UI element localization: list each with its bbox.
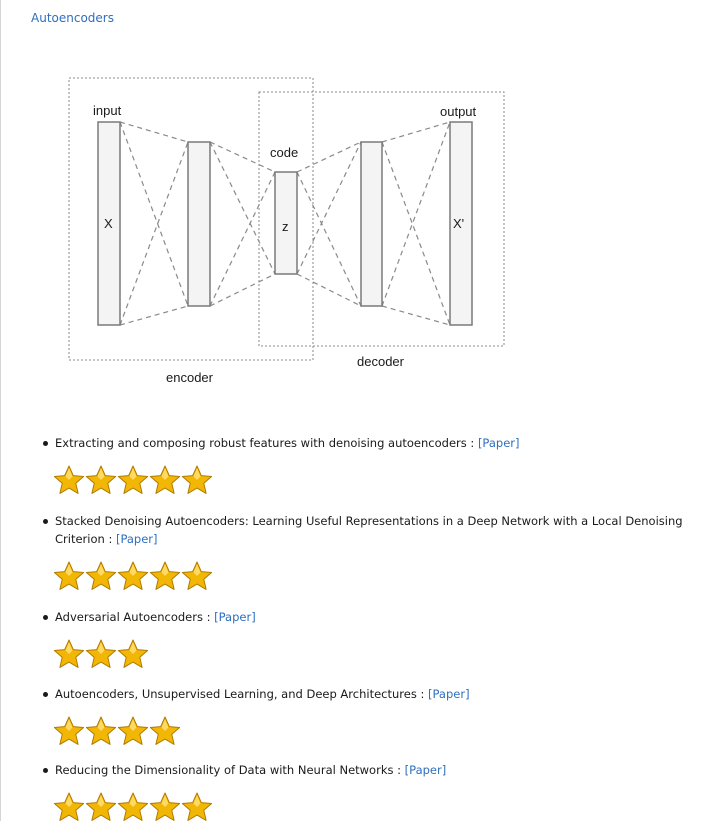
paper-link[interactable]: [Paper]: [404, 763, 447, 777]
paper-separator: :: [202, 610, 215, 624]
star-icon: [181, 791, 213, 823]
paper-link[interactable]: [Paper]: [214, 610, 256, 624]
paper-link[interactable]: [Paper]: [115, 532, 158, 546]
star-icon: [117, 715, 149, 747]
star-icon: [149, 715, 181, 747]
paper-list: [43, 434, 723, 837]
star-icon: [181, 560, 213, 592]
star-icon: [149, 560, 181, 592]
star-icon: [149, 791, 181, 823]
encoder-label: encoder: [166, 370, 213, 385]
paper-title: Extracting and composing robust features with denoising autoencoders: [55, 436, 467, 450]
paper-link[interactable]: [Paper]: [428, 687, 470, 701]
star-icon: [117, 638, 149, 670]
paper-title: Adversarial Autoencoders: [55, 610, 203, 624]
list-item: [43, 434, 723, 512]
autoencoder-diagram: [60, 70, 520, 400]
star-icon: [85, 715, 117, 747]
paper-entry: [43, 685, 723, 703]
paper-title: Autoencoders, Unsupervised Learning, and Deep Architectures: [55, 687, 417, 701]
paper-entry: [43, 512, 723, 548]
star-icon: [149, 464, 181, 496]
list-item: [43, 608, 723, 685]
paper-separator: :: [393, 763, 405, 777]
encoder-hidden-layer: [188, 142, 210, 306]
star-icon: [53, 715, 85, 747]
star-icon: [53, 638, 85, 670]
paper-entry: [43, 434, 723, 452]
star-icon: [85, 560, 117, 592]
star-icon: [85, 638, 117, 670]
input-label: input: [93, 103, 122, 118]
star-rating: [53, 464, 723, 496]
code-label: code: [270, 145, 299, 160]
star-icon: [85, 791, 117, 823]
paper-entry: [43, 761, 723, 779]
star-icon: [85, 464, 117, 496]
paper-separator: :: [104, 532, 116, 546]
paper-separator: :: [466, 436, 478, 450]
x-label: X: [104, 216, 113, 231]
star-rating: [53, 715, 723, 747]
paper-separator: :: [416, 687, 429, 701]
star-icon: [117, 560, 149, 592]
z-label: z: [282, 219, 289, 234]
left-border: [0, 0, 1, 821]
paper-title: Reducing the Dimensionality of Data with Neural Networks: [55, 763, 394, 777]
star-rating: [53, 638, 723, 670]
xprime-label: X': [453, 216, 465, 231]
paper-entry: [43, 608, 723, 626]
decoder-hidden-layer: [361, 142, 382, 306]
output-label: output: [440, 104, 477, 119]
star-icon: [53, 560, 85, 592]
paper-title: Stacked Denoising Autoencoders: Learning Useful Representations in a Deep Network with a Local Denoising Criterion: [55, 514, 683, 546]
list-item: [43, 512, 723, 608]
star-icon: [53, 464, 85, 496]
section-link-autoencoders[interactable]: Autoencoders: [31, 11, 114, 25]
star-icon: [117, 464, 149, 496]
decoder-label: decoder: [357, 354, 404, 369]
star-icon: [181, 464, 213, 496]
star-icon: [53, 791, 85, 823]
star-icon: [117, 791, 149, 823]
paper-link[interactable]: [Paper]: [477, 436, 520, 450]
star-rating: [53, 560, 723, 592]
list-item: [43, 761, 723, 837]
star-rating: [53, 791, 723, 823]
list-item: [43, 685, 723, 761]
